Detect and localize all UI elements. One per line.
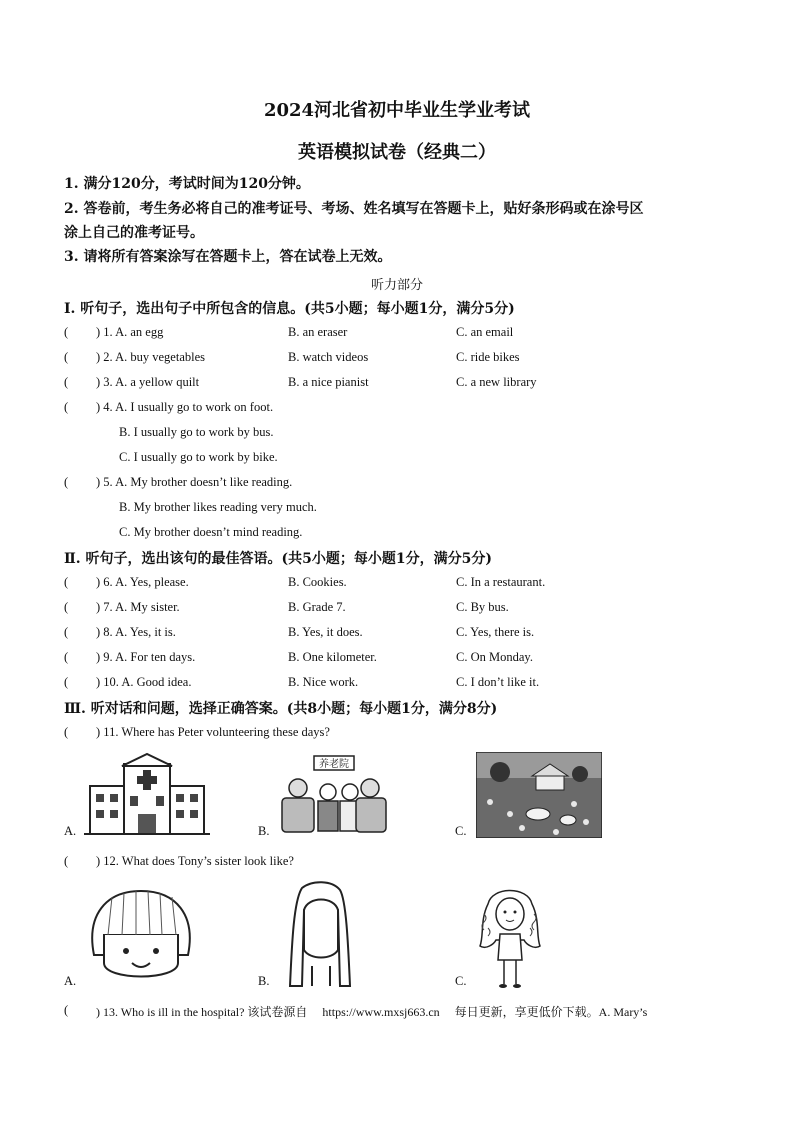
q11-option-b-label: B. [258,824,270,838]
farm-scene-icon [476,752,602,838]
option-c: C. I don’t like it. [456,675,540,689]
question-4-option-c: C. I usually go to work by bike. [119,450,278,464]
instruction-2: 2. 答卷前，考生务必将自己的准考证号、考场、姓名填写在答题卡上，贴好条形码或在涂号区 [64,201,644,217]
option-a: ) 8. A. Yes, it is. [96,625,176,639]
answer-paren[interactable]: ( [64,475,69,489]
question-6 [64,575,764,595]
question-13 [64,1003,764,1023]
q12-option-b-label: B. [258,974,270,988]
answer-paren[interactable]: ( [64,725,69,739]
instruction-2-cont: 涂上自己的准考证号。 [64,225,204,241]
option-c: C. an email [456,325,514,339]
option-a: ) 2. A. buy vegetables [96,350,206,364]
answer-paren[interactable]: ( [64,675,69,689]
option-a: ) 6. A. Yes, please. [96,575,189,589]
option-c: C. a new library [456,375,537,389]
instruction-1: 1. 满分120分，考试时间为120分钟。 [64,176,310,192]
option-c: C. On Monday. [456,650,533,664]
answer-paren[interactable]: ( [64,650,69,664]
curly-hair-girl-icon [474,884,546,990]
option-c: C. In a restaurant. [456,575,546,589]
question-4-option-b: B. I usually go to work by bus. [119,425,274,439]
question-2 [64,350,764,370]
question-1 [64,325,764,345]
answer-paren[interactable]: ( [64,325,69,339]
answer-paren[interactable]: ( [64,854,69,868]
option-b: B. Grade 7. [288,600,346,614]
hospital-icon [84,752,210,836]
question-11 [64,725,764,745]
option-b: B. Cookies. [288,575,347,589]
option-c: C. ride bikes [456,350,520,364]
option-a: ) 10. A. Good idea. [96,675,192,689]
question-11-stem: ) 11. Where has Peter volunteering these days? [96,725,330,739]
long-hair-girl-icon [282,880,358,990]
option-a: ) 7. A. My sister. [96,600,180,614]
option-b: B. Nice work. [288,675,359,689]
option-a: ) 5. A. My brother doesn’t like reading. [96,475,293,489]
q11-option-a-label: A. [64,824,77,838]
q12-option-a-label: A. [64,974,77,988]
section-3-heading: Ⅲ. 听对话和问题，选择正确答案。(共8小题；每小题1分，满分8分) [64,701,498,717]
question-12 [64,854,764,874]
option-b: B. One kilometer. [288,650,377,664]
short-hair-girl-icon [82,885,200,989]
listening-part-title: 听力部分 [370,278,423,293]
answer-paren[interactable]: ( [64,375,69,389]
option-b: B. an eraser [288,325,348,339]
option-c: C. Yes, there is. [456,625,535,639]
nursing-home-icon [276,752,388,838]
question-8 [64,625,764,645]
option-a: ) 9. A. For ten days. [96,650,196,664]
option-b: B. Yes, it does. [288,625,363,639]
question-12-stem: ) 12. What does Tony’s sister look like? [96,854,294,868]
section-1-heading: Ⅰ. 听句子，选出句子中所包含的信息。(共5小题；每小题1分，满分5分) [64,301,515,317]
question-3 [64,375,764,395]
q11-option-c-label: C. [455,824,467,838]
option-a: ) 3. A. a yellow quilt [96,375,200,389]
answer-paren[interactable]: ( [64,400,69,414]
option-b: B. a nice pianist [288,375,369,389]
q12-option-c-label: C. [455,974,467,988]
question-13-stem: ) 13. Who is ill in the hospital? 该试卷源自 https://www.mxsj663.cn 每日更新，享更低价下载。A. Mary’s [96,1005,648,1019]
option-c: C. By bus. [456,600,509,614]
nursing-home-sign: 养老院 [319,759,349,770]
answer-paren[interactable]: ( [64,1003,69,1017]
option-a: ) 1. A. an egg [96,325,164,339]
section-2-heading: Ⅱ. 听句子，选出该句的最佳答语。(共5小题；每小题1分，满分5分) [64,551,493,567]
question-10 [64,675,764,695]
question-5-option-b: B. My brother likes reading very much. [119,500,317,514]
exam-subtitle: 英语模拟试卷（经典二） [298,142,496,163]
answer-paren[interactable]: ( [64,350,69,364]
option-b: B. watch videos [288,350,369,364]
exam-title: 2024河北省初中毕业生学业考试 [263,100,531,121]
question-7 [64,600,764,620]
answer-paren[interactable]: ( [64,625,69,639]
answer-paren[interactable]: ( [64,575,69,589]
answer-paren[interactable]: ( [64,600,69,614]
question-9 [64,650,764,670]
question-4 [64,400,764,420]
option-a: ) 4. A. I usually go to work on foot. [96,400,274,414]
instruction-3: 3. 请将所有答案涂写在答题卡上，答在试卷上无效。 [64,249,392,265]
question-5-option-c: C. My brother doesn’t mind reading. [119,525,303,539]
question-5 [64,475,764,495]
